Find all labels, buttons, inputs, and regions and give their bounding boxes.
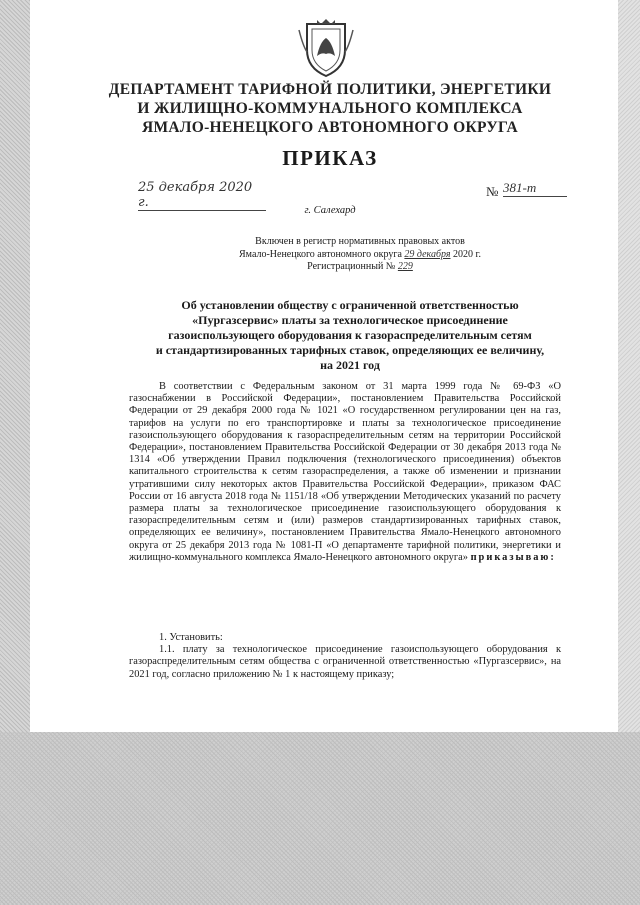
order-title xyxy=(100,298,600,373)
registry-stamp xyxy=(150,236,570,274)
title-line-4: и стандартизированных тарифных ставок, определяющих ее величину, xyxy=(155,343,545,357)
title-line-1: Об установлении обществу с ограниченной ответственностью xyxy=(181,298,519,312)
preamble xyxy=(129,381,561,564)
item-1-1: 1.1. плату за технологическое присоединение газоиспользующего оборудования к газораспределительным сетям общества с ограниченной ответственностью «Пургазсервис», на 2021 год, согласно приложению № 1 к настоящему приказу; xyxy=(129,644,561,680)
order-number: 381-т xyxy=(503,180,567,197)
department-line-2: И ЖИЛИЩНО-КОММУНАЛЬНОГО КОМПЛЕКСА xyxy=(137,100,523,117)
city: г. Салехард xyxy=(304,205,356,216)
department-name xyxy=(90,80,570,137)
coat-of-arms-icon xyxy=(295,16,357,80)
title-line-2: «Пургазсервис» платы за технологическое присоединение xyxy=(192,313,508,327)
preamble-paragraph: В соответствии с Федеральным законом от 31 марта 1999 года № 69-ФЗ «О газоснабжении в Российской Федерации», постановлением Правительства Российской Федерации от 29 декабря 2000 года № 1021 «О государственном регулировании цен на газ, тарифов на услуги по его транспортировке и платы за технологическое присоединение газоиспользующего оборудования к газораспределительным сетям на территории Российской Федерации», постановлением Правительства Российской Федерации от 30 декабря 2013 года № 1314 «Об утверждении Правил подключения (технологического присоединения) объектов капитального строительства к сетям газораспределения, а также об изменении и признании утратившими силу некоторых актов Правительства Российской Федерации», приказом ФАС России от 16 августа 2018 года № 1151/18 «Об утверждении Методических указаний по расчету размера платы за технологическое присоединение газоиспользующего оборудования к газораспределительным сетям и (или) размеров стандартизированных тарифных ставок, определяющих ее величину», постановлением Правительства Ямало-Ненецкого автономного округа от 25 декабря 2013 года № 1081-П «О департаменте тарифной политики, энергетики и жилищно-коммунального комплекса Ямало-Ненецкого автономного округа» приказываю: xyxy=(129,381,561,563)
title-line-5: на 2021 год xyxy=(320,358,380,372)
registry-number: 229 xyxy=(397,261,413,272)
registry-line-2: Ямало-Ненецкого автономного округа 29 декабря 2020 г. xyxy=(239,248,481,260)
order-word: приказываю: xyxy=(470,551,556,563)
item-1: 1. Установить: xyxy=(159,632,223,643)
registry-date: 29 декабря xyxy=(404,248,451,260)
registry-line-3: Регистрационный № 229 xyxy=(307,261,413,272)
document-type: ПРИКАЗ xyxy=(282,146,378,170)
department-line-1: ДЕПАРТАМЕНТ ТАРИФНОЙ ПОЛИТИКИ, ЭНЕРГЕТИКИ xyxy=(108,81,552,98)
title-line-3: газоиспользующего оборудования к газораспределительным сетям xyxy=(168,328,532,342)
order-date: 25 декабря 2020 г. xyxy=(138,180,266,211)
department-line-3: ЯМАЛО-НЕНЕЦКОГО АВТОНОМНОГО ОКРУГА xyxy=(141,119,519,136)
order-items xyxy=(129,632,561,681)
order-number-sign: № xyxy=(486,184,499,199)
registry-line-1: Включен в регистр нормативных правовых актов xyxy=(255,236,465,247)
scan-bottom-margin xyxy=(0,732,640,905)
